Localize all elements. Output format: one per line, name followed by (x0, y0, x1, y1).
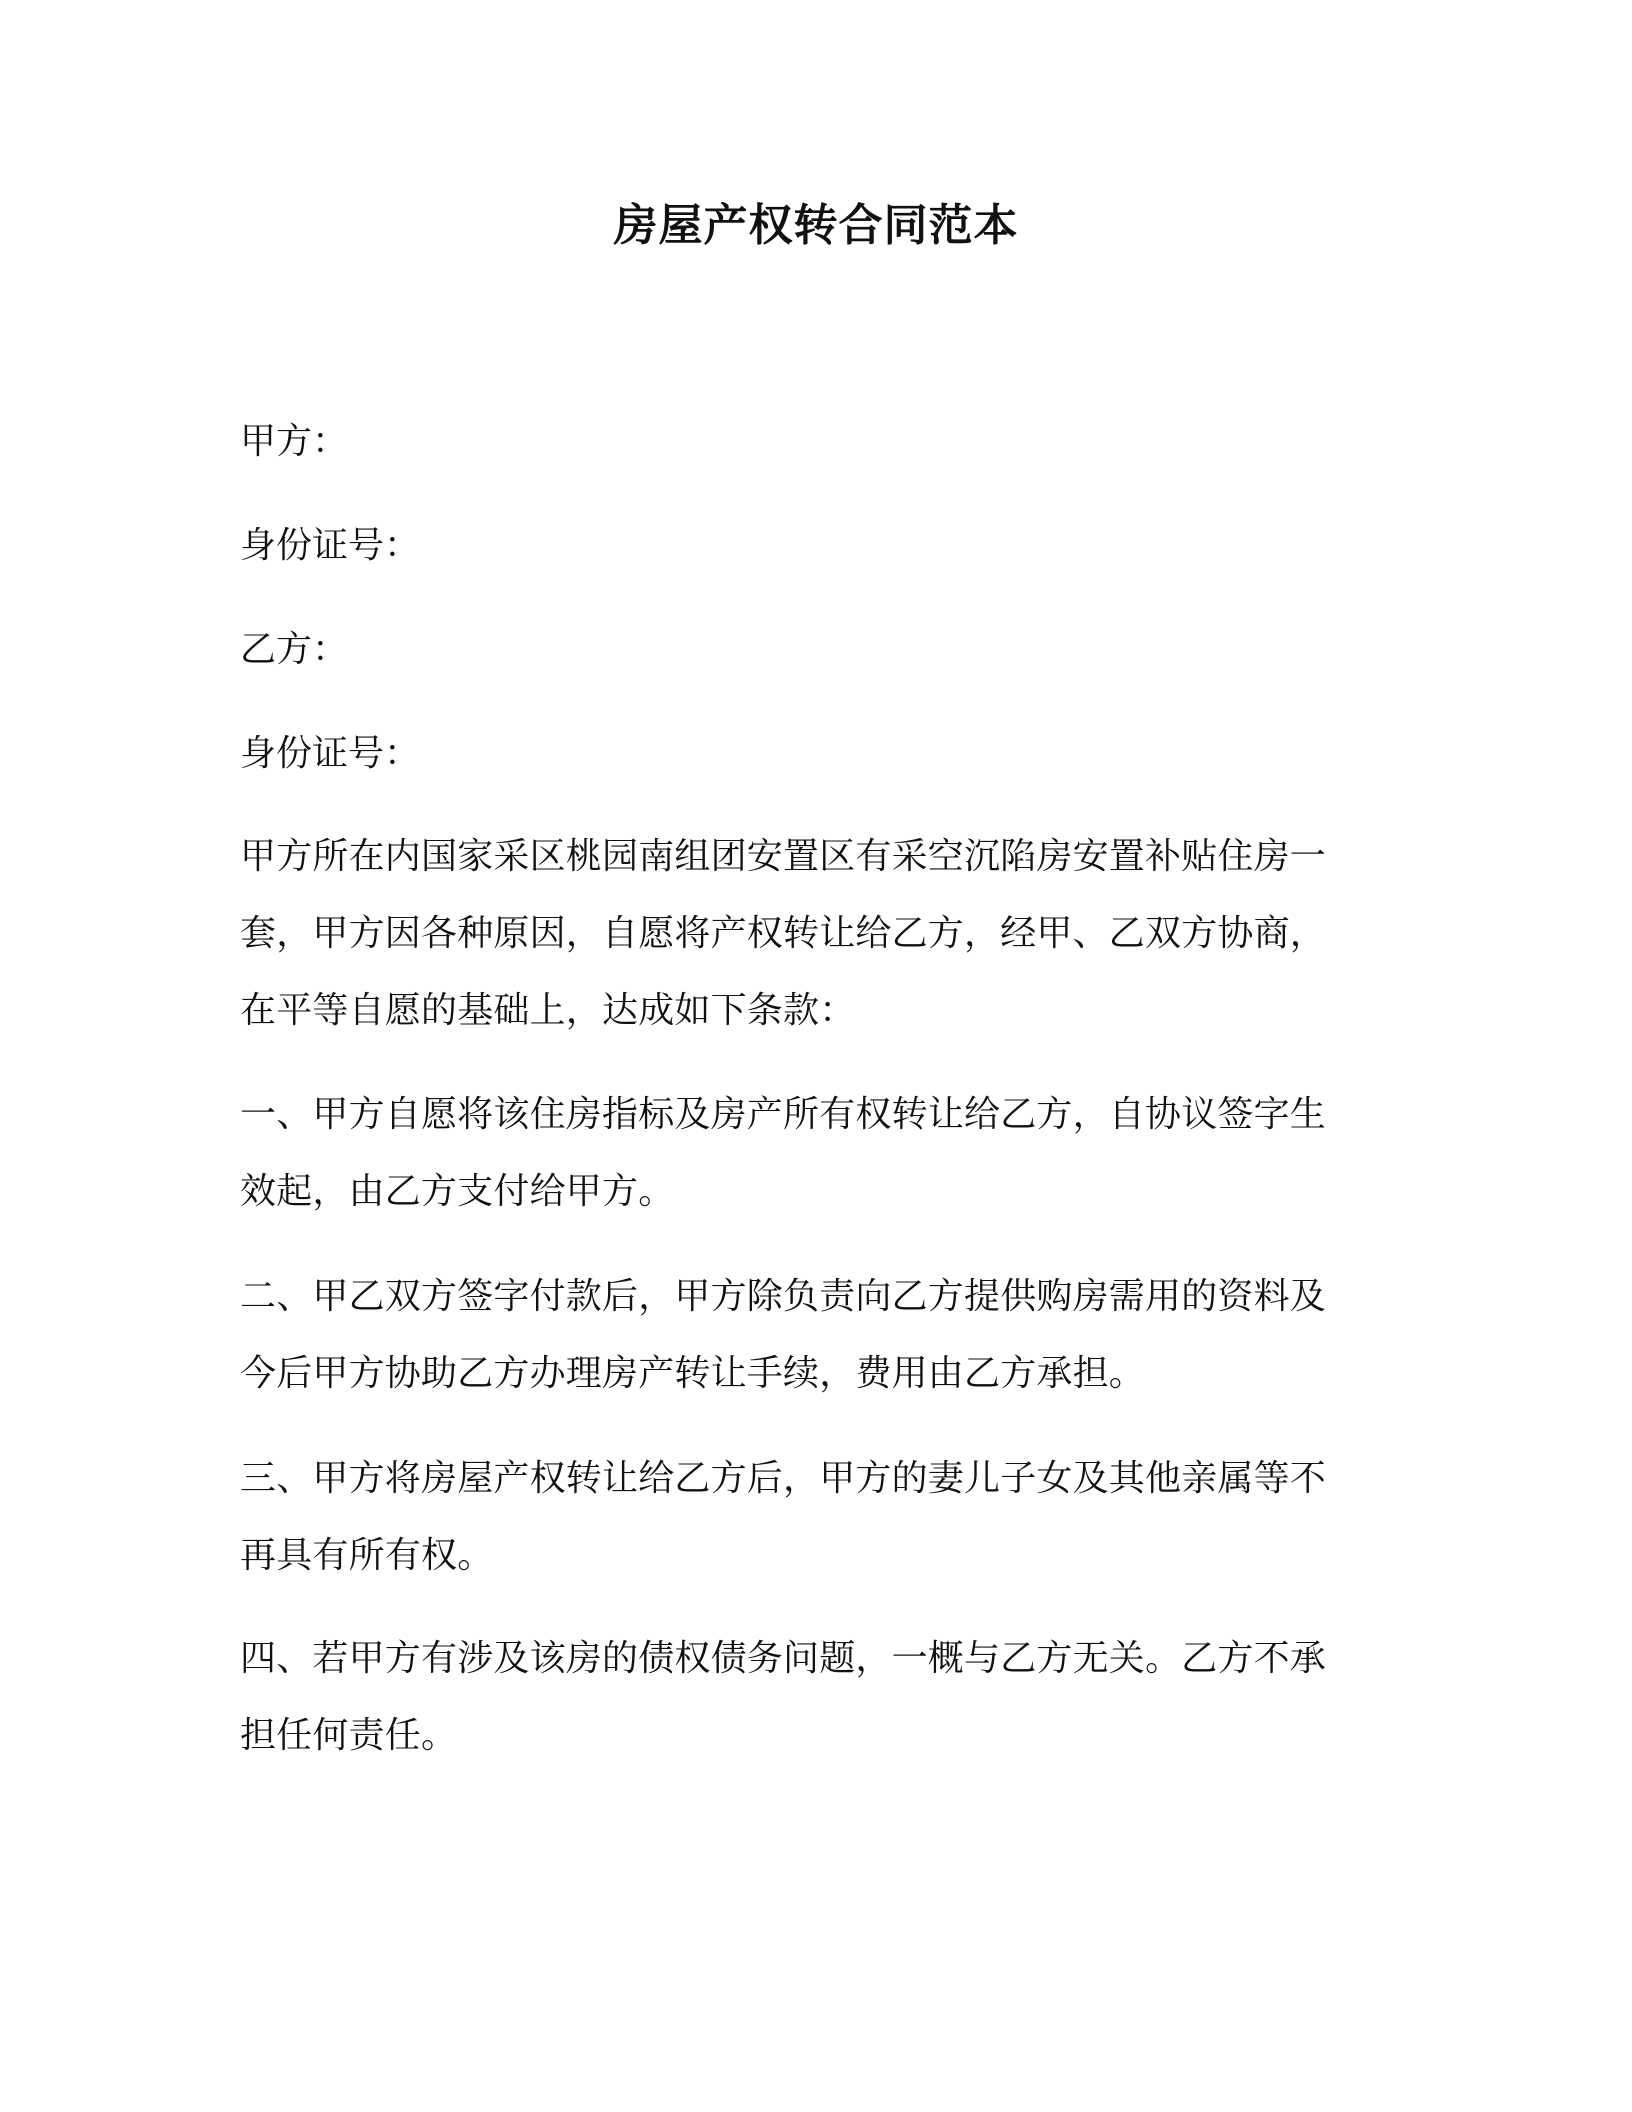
clause-1: 一、甲方自愿将该住房指标及房产所有权转让给乙方，自协议签字生效起，由乙方支付给甲方。 (240, 1094, 1327, 1212)
party-a-id-label: 身份证号： (240, 525, 421, 566)
clause-4: 四、若甲方有涉及该房的债权债务问题，一概与乙方无关。乙方不承担任何责任。 (240, 1638, 1327, 1756)
party-a-label: 甲方： (240, 421, 349, 462)
clause-3: 三、甲方将房屋产权转让给乙方后，甲方的妻儿子女及其他亲属等不再具有所有权。 (240, 1458, 1327, 1576)
clause-2: 二、甲乙双方签字付款后，甲方除负责向乙方提供购房需用的资料及今后甲方协助乙方办理房产转让手续，费用由乙方承担。 (240, 1276, 1327, 1394)
party-b-id-label: 身份证号： (240, 733, 421, 774)
intro-paragraph: 甲方所在内国家采区桃园南组团安置区有采空沉陷房安置补贴住房一套，甲方因各种原因，自愿将产权转让给乙方，经甲、乙双方协商，在平等自愿的基础上，达成如下条款： (240, 836, 1327, 1031)
document-title: 房屋产权转合同范本 (613, 200, 1019, 251)
party-b-label: 乙方： (240, 629, 349, 670)
